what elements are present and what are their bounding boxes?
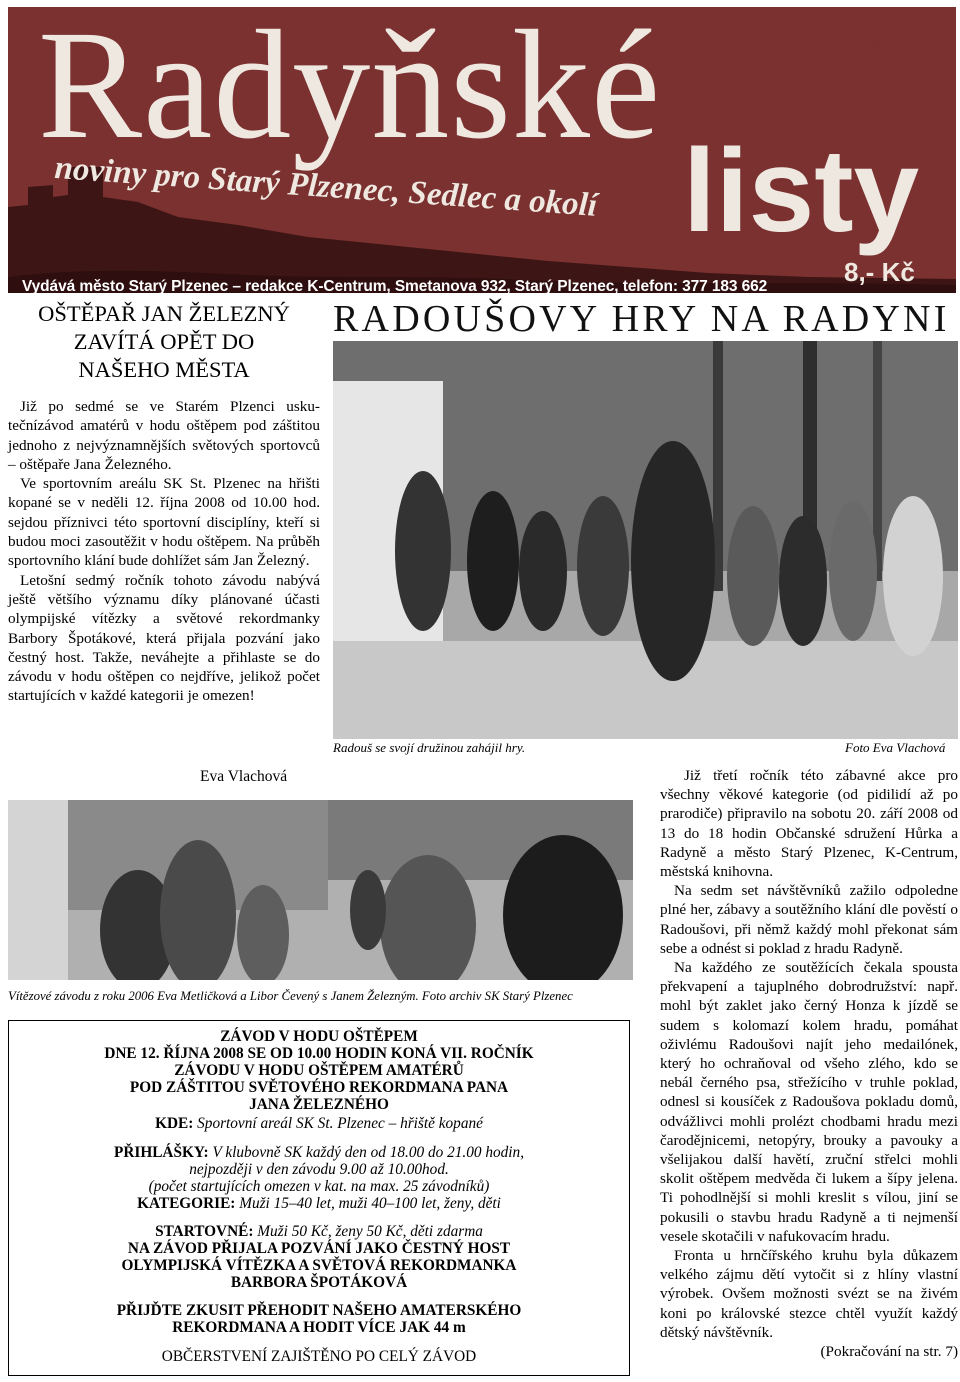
winners-photo xyxy=(8,800,633,980)
box-fee xyxy=(9,1223,629,1240)
photo-credit: Foto Eva Vlachová xyxy=(845,740,946,755)
paragraph: Fronta u hrnčířského kruhu byla důkazem velkého zájmu dětí vytočit si z hlíny vlastní výrobek. Ovšem možnosti svézt se na živém koni po královské stezce chtěl využít každý dětský návštěvník. xyxy=(660,1247,958,1341)
price-label: 8,- Kč xyxy=(844,257,915,287)
headline-line: NAŠEHO MĚSTA xyxy=(78,357,250,382)
box-where xyxy=(9,1115,629,1132)
registration-value: V klubovně SK každý den od 18.00 do 21.00 hodin, xyxy=(212,1144,525,1161)
paragraph: Na každého ze soutěžících čekala spousta překvapení a tajuplného dobrodružství: např. mohl být zaklet jako černý Honza k jízdě se sudem s kolomazí kolem hradu, pomáhat oživlému Radoušovi najít jeho medailónek, který ho ochraňoval od všeho zlého, kdo se nebál černého psa, střežícího v truhle poklad, odnesl si kousíček z Radoušova pokladu domů, odvážlivci mohli prolézt chodbami hradu mezi čarodějnicemi, netopýry, brouky a pavouky a všelijakou další havětí, zruční střelci mohli skolit oštěpem medvěda či lukem a šípy jelena. Ti pohodlnější si mohli kreslit s vílou, jiní se pokusili o stavbu hradu Radyně a ti nejmenší vesele skotačili v nafukovacím hradu. xyxy=(660,959,958,1245)
box-line: PŘIJĎTE ZKUSIT PŘEHODIT NAŠEHO AMATERSKÉHO xyxy=(116,1302,522,1319)
paragraph: Letošní sedmý ročník tohoto závodu nabývá ještě většího významu díky plánované účasti olympijské vítězky a světové rekordmanky Barbory Špotákové, která přijala pozvání jako čestný host. Takže, neváhejte a přihlaste se do závodu v hodu oštěpen co nejdříve, jelikož počet startujících v každé kategorii je omezen! xyxy=(8,571,320,705)
box-line: JANA ŽELEZNÉHO xyxy=(249,1096,389,1113)
event-photo xyxy=(333,341,958,739)
announcement-box xyxy=(8,1020,630,1376)
continued-note: (Pokračování na str. 7) xyxy=(820,1343,958,1361)
newspaper-subtitle: noviny pro Starý Plzenec, Sedlec a okolí xyxy=(53,150,599,224)
box-line: POD ZÁŠTITOU SVĚTOVÉHO REKORDMANA PANA xyxy=(129,1079,509,1096)
left-article-headline xyxy=(8,300,320,384)
box-categories xyxy=(9,1195,629,1212)
box-line: ZÁVODU V HODU OŠTĚPEM AMATÉRŮ xyxy=(174,1062,464,1079)
headline-line: OŠTĚPAŘ JAN ŽELEZNÝ xyxy=(38,301,290,326)
fee-label: STARTOVNÉ: xyxy=(155,1223,254,1240)
box-line: DNE 12. ŘÍJNA 2008 SE OD 10.00 HODIN KONÁ VII. ROČNÍK xyxy=(104,1045,534,1062)
where-value: Sportovní areál SK St. Plzenec – hřiště kopané xyxy=(197,1115,483,1132)
box-line: nejpozději v den závodu 9.00 až 10.00hod. xyxy=(189,1161,449,1178)
box-title: ZÁVOD V HODU OŠTĚPEM xyxy=(220,1028,418,1045)
paragraph: Již po sedmé se ve Starém Plzenci usku-tečnízávod amatérů v hodu oštěpem pod záštitou jednoho z nejvýznamnějších světových sportovců – oštěpaře Jana Železného. xyxy=(8,398,320,473)
newspaper-title-second: listy xyxy=(683,125,920,257)
photo-caption: Radouš se svojí družinou zahájil hry. xyxy=(333,740,526,755)
paragraph: Na sedm set návštěvníků zažilo odpoledne plné her, zábavy a soutěžního klání dle pověstí o Radoušovi, při němž každý mohl překonat sám sebe a odnést si poklad z hradu Radyně. xyxy=(660,882,958,957)
box-footer: OBČERSTVENÍ ZAJIŠTĚNO PO CELÝ ZÁVOD xyxy=(161,1348,477,1365)
publisher-info: Vydává město Starý Plzenec – redakce K-Centrum, Smetanova 932, Starý Plzenec, telefon: 377 183 662 xyxy=(22,278,768,293)
paragraph: Již třetí ročník této zábavné akce pro všechny věkové kategorie (od pidilidí až po prarodiče) připravilo na sobotu 20. září 2008 od 13 do 18 hodin Občanské sdružení Hůrka a Radyně a město Starý Plzenec, K-Centrum, městská knihovna. xyxy=(660,767,958,881)
box-line: OLYMPIJSKÁ VÍTĚZKA A SVĚTOVÁ REKORDMANKA xyxy=(121,1257,517,1274)
right-article-body xyxy=(660,766,958,1361)
headline-line: ZAVÍTÁ OPĚT DO xyxy=(73,329,255,354)
photo-image xyxy=(8,800,633,980)
where-label: KDE: xyxy=(155,1115,194,1132)
registration-label: PŘIHLÁŠKY: xyxy=(113,1144,209,1161)
fee-value: Muži 50 Kč, ženy 50 Kč, děti zdarma xyxy=(257,1223,483,1240)
box-line: BARBORA ŠPOTÁKOVÁ xyxy=(230,1274,408,1291)
box-registration xyxy=(9,1144,629,1161)
photo-image xyxy=(333,341,958,739)
box-line: REKORDMANA A HODIT VÍCE JAK 44 m xyxy=(172,1319,466,1336)
categories-value: Muži 15–40 let, muži 40–100 let, ženy, děti xyxy=(239,1195,501,1212)
photo-caption: Vítězové závodu z roku 2006 Eva Metličková a Libor Čevený s Janem Železným. Foto archiv SK Starý Plzenec xyxy=(8,989,573,1003)
main-headline: RADOUŠOVY HRY NA RADYNI xyxy=(333,298,950,340)
left-article-body xyxy=(8,397,320,706)
issue-date: ŘÍJEN 2008 xyxy=(778,32,903,58)
box-line: NA ZÁVOD PŘIJALA POZVÁNÍ JAKO ČESTNÝ HOST xyxy=(127,1240,511,1257)
newspaper-title: Radyňské xyxy=(38,7,662,171)
paragraph: Ve sportovním areálu SK St. Plzenec na hřišti kopané se v neděli 12. října 2008 od 10.00 hod. sejdou příznivci této sportovní disciplíny, kteří si budou moci zasoutěžit v hodu oštěpem. Na průběh sportovního klání bude dohlížet sám Jan Železný. xyxy=(8,475,320,570)
article-author: Eva Vlachová xyxy=(200,768,288,785)
categories-label: KATEGORIE: xyxy=(137,1195,236,1212)
box-line: (počet startujících omezen v kat. na max. 25 závodníků) xyxy=(148,1178,490,1195)
